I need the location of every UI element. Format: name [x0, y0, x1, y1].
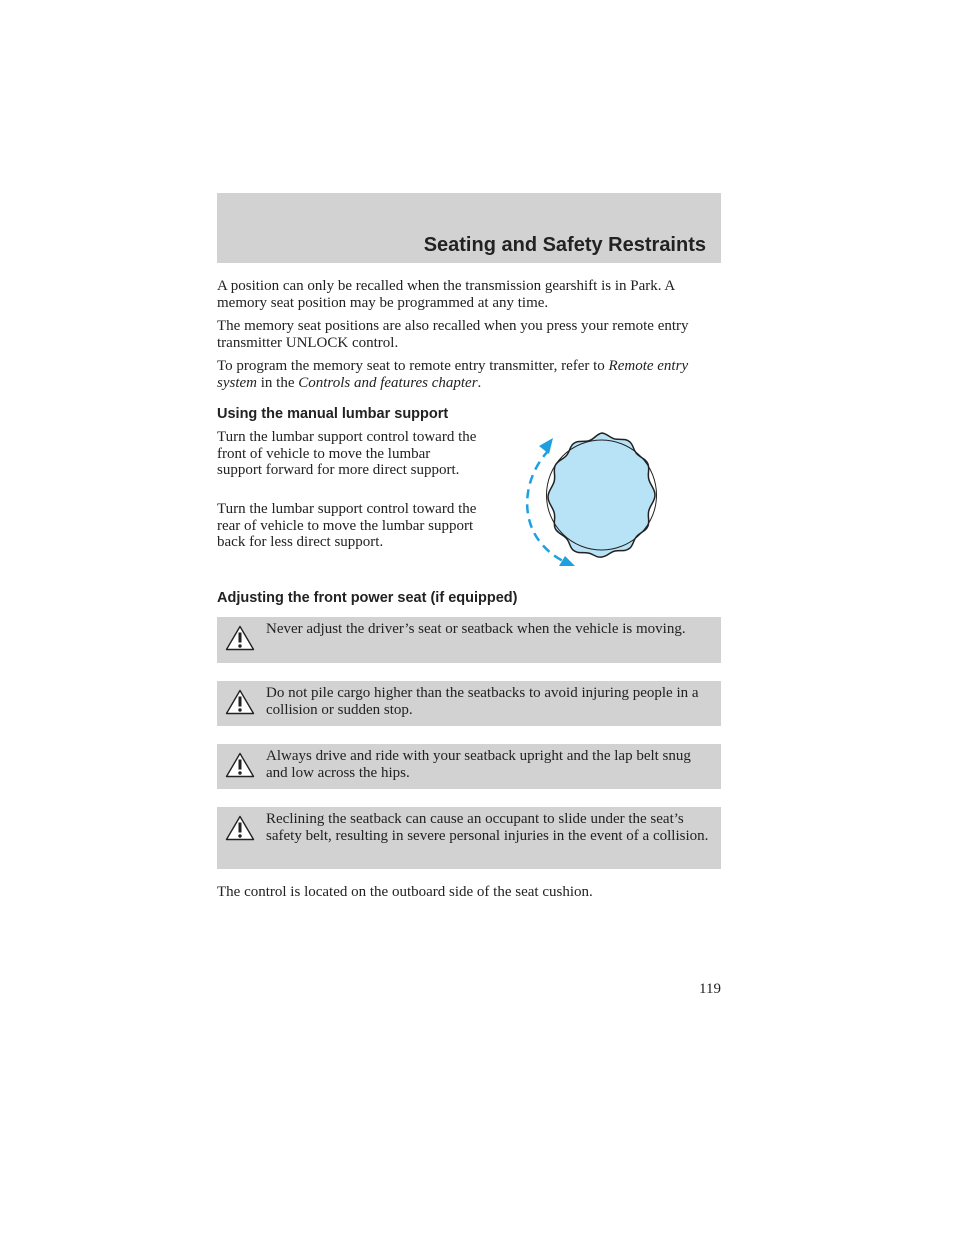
control-location-paragraph: The control is located on the outboard side of the seat cushion. — [217, 884, 593, 900]
lumbar-paragraph-1: Turn the lumbar support control toward the front of vehicle to move the lumbar support forward for more direct support. — [217, 429, 477, 478]
lumbar-paragraph-2: Turn the lumbar support control toward the rear of vehicle to move the lumbar support back for less direct support. — [217, 501, 477, 550]
lumbar-knob-icon — [547, 433, 657, 557]
intro-paragraph-3 — [217, 358, 723, 391]
intro-paragraph-2: The memory seat positions are also recalled when you press your remote entry transmitter UNLOCK control. — [217, 318, 689, 351]
page-number: 119 — [699, 981, 721, 997]
intro-p3-mid: in the — [257, 374, 299, 391]
warning-text: Do not pile cargo higher than the seatbacks to avoid injuring people in a collision or sudden stop. — [266, 685, 699, 718]
warning-text: Reclining the seatback can cause an occupant to slide under the seat’s safety belt, resulting in severe personal injuries in the event of a collision. — [266, 811, 709, 844]
lumbar-heading: Using the manual lumbar support — [217, 406, 449, 422]
warning-triangle-icon — [225, 815, 255, 841]
warning-triangle-icon — [225, 689, 255, 715]
remote-entry-reference: Remote entry system — [217, 358, 689, 391]
warning-text: Always drive and ride with your seatback upright and the lap belt snug and low across the hips. — [266, 748, 691, 781]
intro-p3-suffix: . — [477, 374, 482, 391]
intro-p3-prefix: To program the memory seat to remote entry transmitter, refer to — [217, 358, 609, 374]
warning-box — [217, 807, 721, 869]
warning-triangle-icon — [225, 625, 255, 651]
warning-triangle-icon — [225, 752, 255, 778]
lumbar-knob-illustration — [515, 430, 670, 570]
intro-paragraph-1: A position can only be recalled when the transmission gearshift is in Park. A memory seat position may be programmed at any time. — [217, 278, 675, 311]
section-header — [217, 193, 721, 263]
warning-box — [217, 744, 721, 789]
power-seat-heading: Adjusting the front power seat (if equipped) — [217, 590, 518, 606]
warning-box — [217, 617, 721, 663]
section-title: Seating and Safety Restraints — [423, 234, 706, 256]
warning-box — [217, 681, 721, 726]
warning-text: Never adjust the driver’s seat or seatback when the vehicle is moving. — [266, 621, 686, 637]
controls-chapter-reference: Controls and features chapter — [298, 374, 478, 391]
